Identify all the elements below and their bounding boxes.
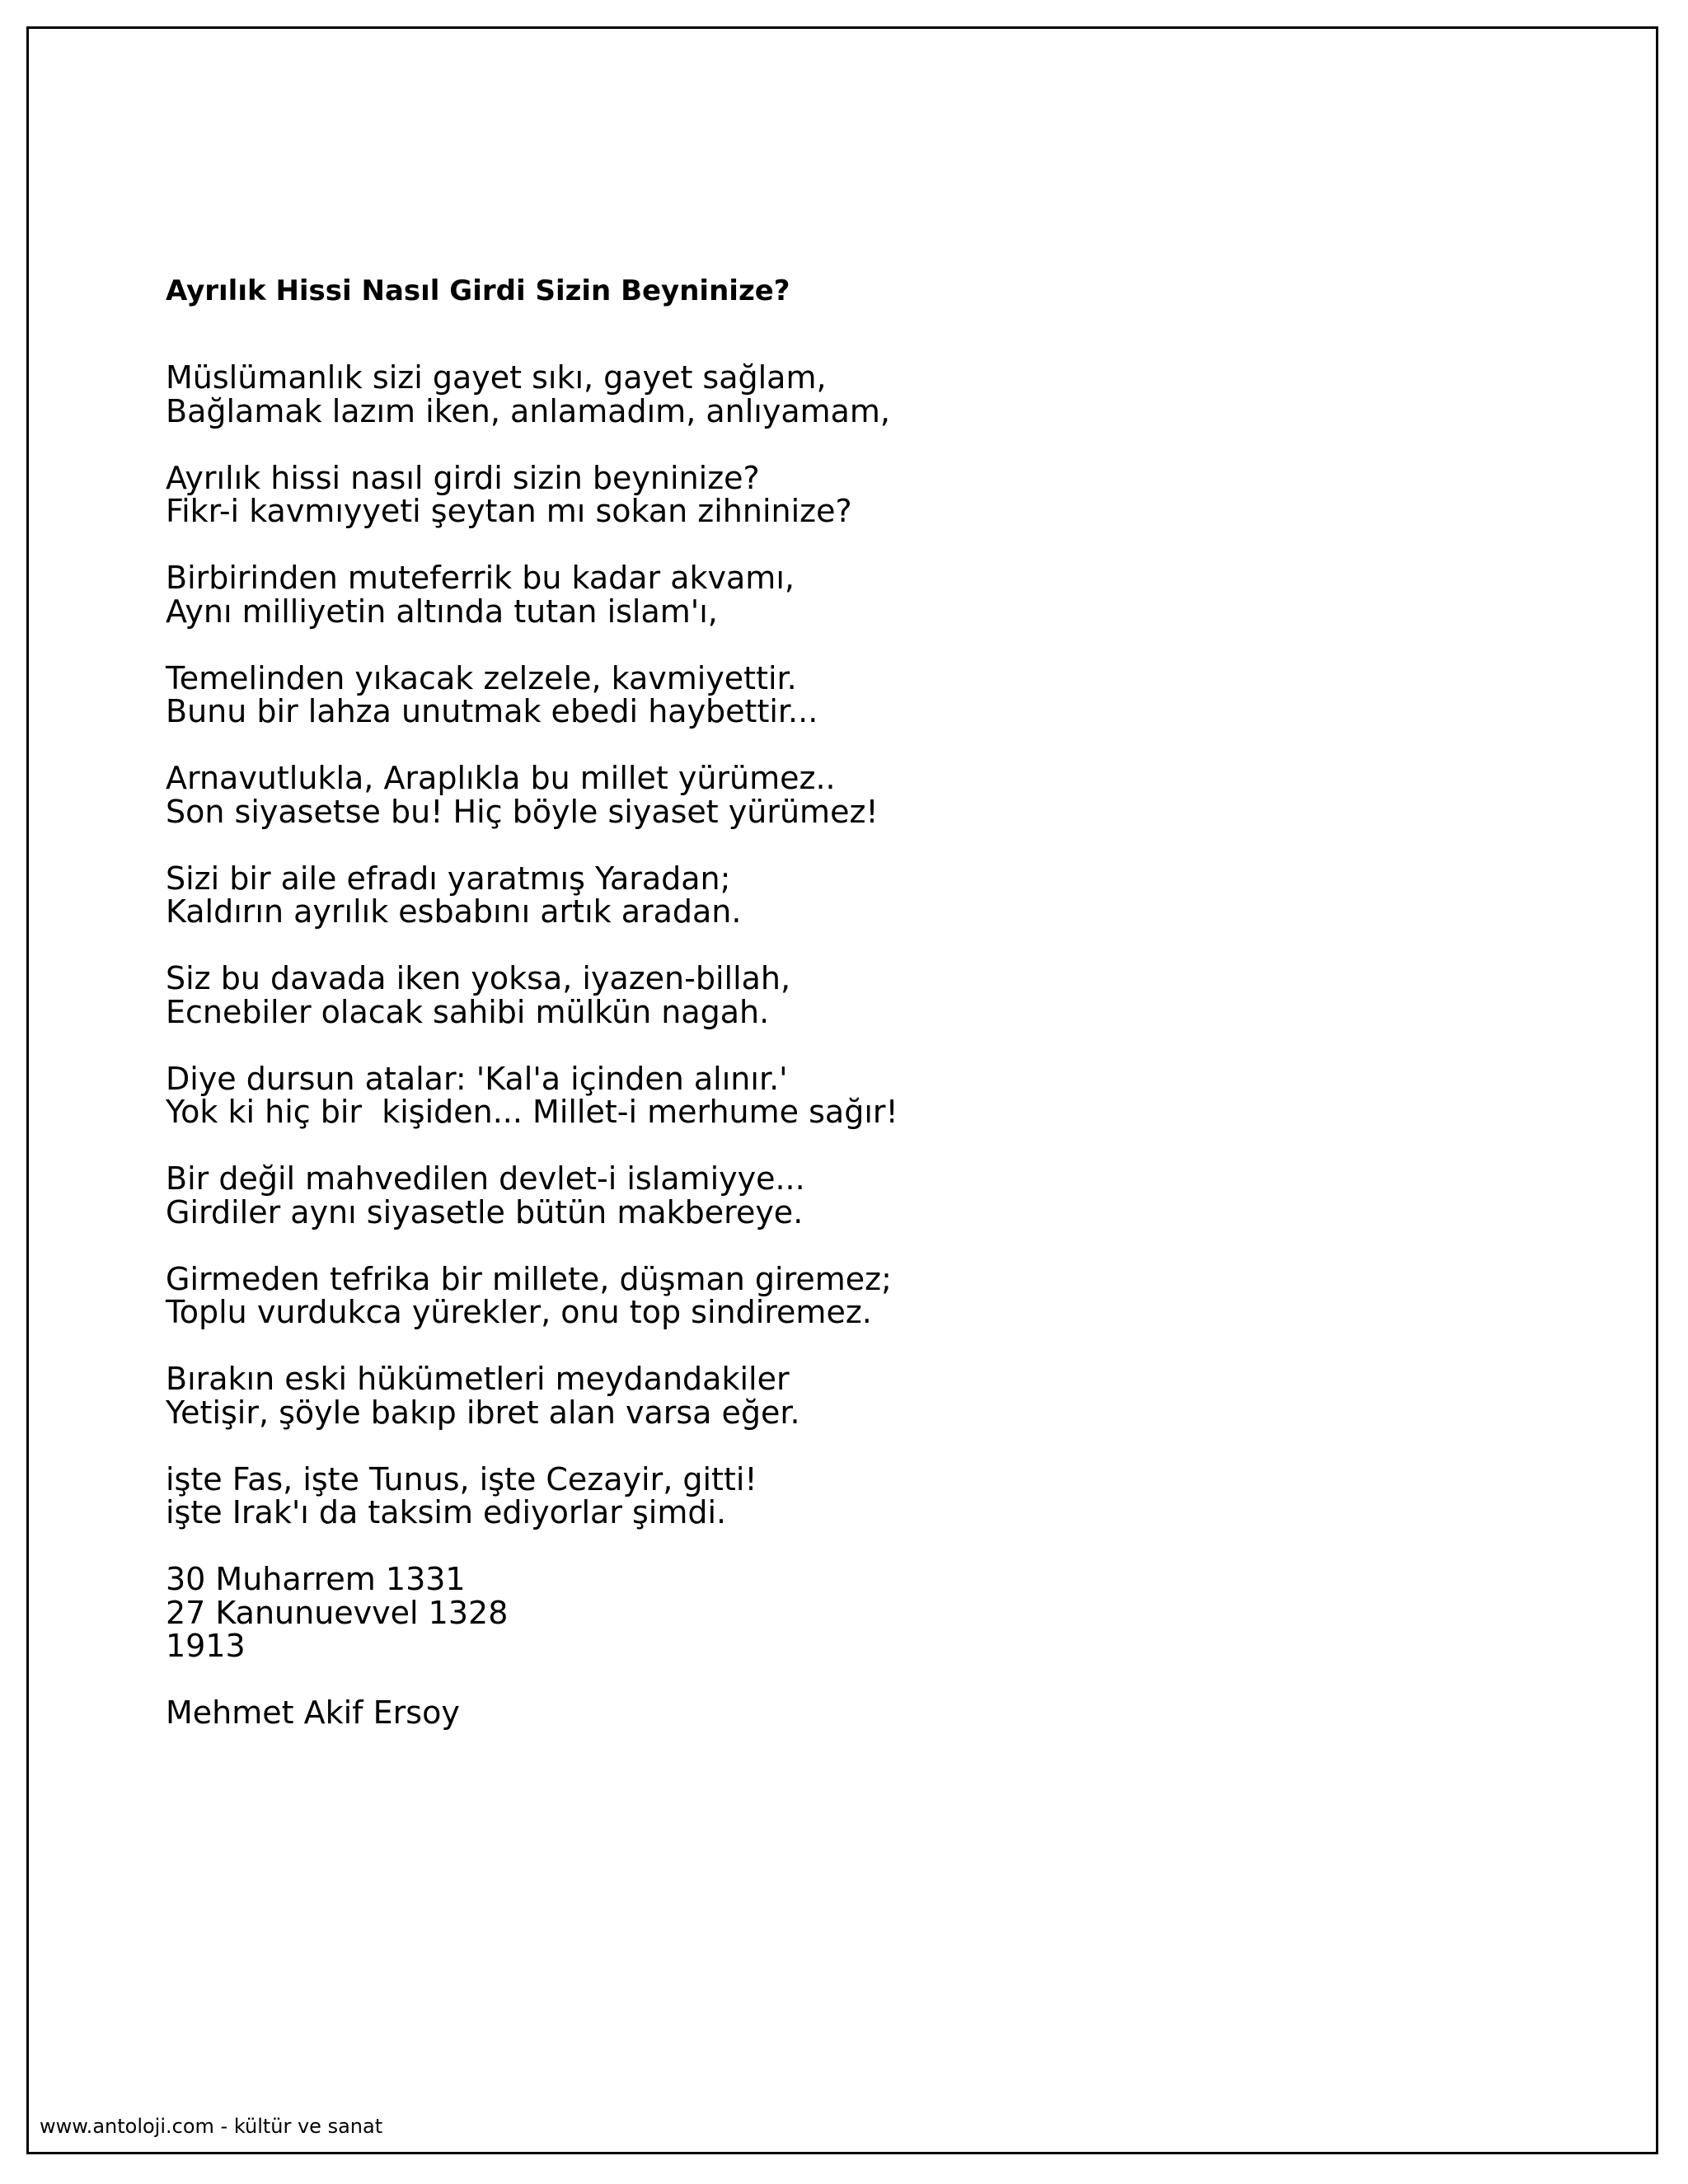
poem-line: Arnavutlukla, Araplıkla bu millet yürümez.. (166, 760, 836, 796)
poem-line: işte Fas, işte Tunus, işte Cezayir, gitti! (166, 1460, 757, 1497)
poem-line: Sizi bir aile efradı yaratmış Yaradan; (166, 860, 731, 897)
poem-line: Ecnebiler olacak sahibi mülkün nagah. (166, 993, 770, 1030)
date-rumi: 27 Kanunuevvel 1328 (166, 1594, 509, 1631)
poem-line: Yok ki hiç bir kişiden... Millet-i merhume sağır! (166, 1094, 898, 1130)
poem-line: Fikr-i kavmıyyeti şeytan mı sokan zihninize? (166, 493, 852, 529)
poem-line: Yetişir, şöyle bakıp ibret alan varsa eğer. (166, 1394, 800, 1431)
poem-line: Toplu vurdukca yürekler, onu top sindiremez. (166, 1294, 872, 1330)
stanza (166, 1162, 898, 1229)
poem-body (166, 361, 898, 1730)
poem-line: Bağlamak lazım iken, anlamadım, anlıyamam, (166, 392, 891, 429)
stanza (166, 1260, 898, 1330)
stanza (166, 962, 898, 1029)
stanza (166, 459, 898, 529)
date-hijri: 30 Muharrem 1331 (166, 1561, 466, 1597)
poem-line: Siz bu davada iken yoksa, iyazen-billah, (166, 960, 791, 996)
stanza (166, 1362, 898, 1429)
footer-site-credit: www.antoloji.com - kültür ve sanat (40, 2115, 383, 2138)
poem-line: Müslümanlık sizi gayet sıkı, gayet sağlam, (166, 359, 827, 396)
date-gregorian: 1913 (166, 1628, 246, 1664)
stanza-list (166, 361, 898, 1530)
poem-line: Temelinden yıkacak zelzele, kavmiyettir. (166, 659, 797, 696)
stanza (166, 862, 898, 929)
poem-line: Kaldırın ayrılık esbabını artık aradan. (166, 893, 742, 930)
poem-line: Girmeden tefrika bir millete, düşman giremez; (166, 1260, 892, 1297)
poem-line: Bir değil mahvedilen devlet-i islamiyye... (166, 1160, 805, 1197)
poem-line: işte Irak'ı da taksim ediyorlar şimdi. (166, 1494, 727, 1530)
poem-line: Son siyasetse bu! Hiç böyle siyaset yürümez! (166, 793, 879, 830)
stanza (166, 1460, 898, 1530)
poem-line: Diye dursun atalar: 'Kal'a içinden alınır.' (166, 1060, 788, 1097)
poem-dates (166, 1563, 898, 1663)
stanza (166, 361, 898, 428)
poem-line: Bunu bir lahza unutmak ebedi haybettir... (166, 693, 818, 729)
poem-line: Aynı milliyetin altında tutan islam'ı, (166, 593, 718, 630)
stanza (166, 659, 898, 729)
poem-line: Girdiler aynı siyasetle bütün makbereye. (166, 1193, 804, 1230)
poem-author: Mehmet Akif Ersoy (166, 1694, 460, 1731)
poem-title: Ayrılık Hissi Nasıl Girdi Sizin Beyninize? (166, 274, 790, 307)
stanza (166, 1062, 898, 1129)
stanza (166, 561, 898, 628)
stanza (166, 762, 898, 828)
poem-line: Ayrılık hissi nasıl girdi sizin beyninize? (166, 459, 760, 496)
poem-line: Birbirinden muteferrik bu kadar akvamı, (166, 560, 795, 596)
poem-line: Bırakın eski hükümetleri meydandakiler (166, 1361, 790, 1397)
